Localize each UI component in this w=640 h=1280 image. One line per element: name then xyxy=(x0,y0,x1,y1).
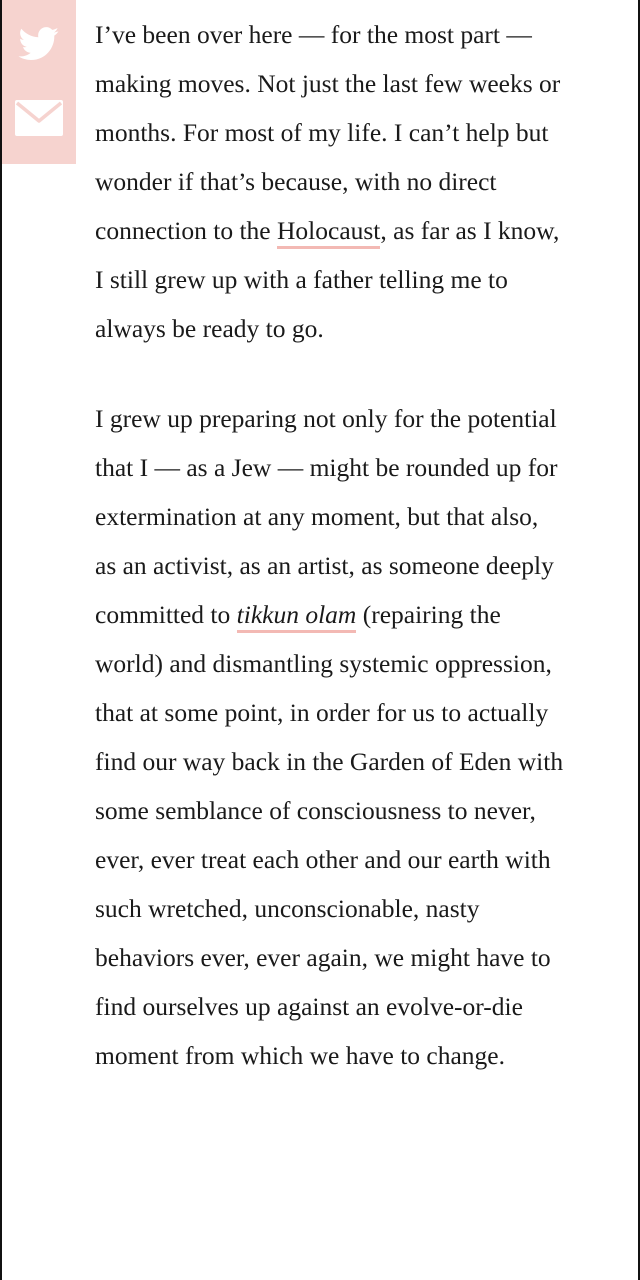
email-share-button[interactable] xyxy=(2,88,76,148)
paragraph-1-text-start: I’ve been over here — for the most part — making moves. Not just the last few weeks or months. For most of my life. I can’t help but wonder if that’s because, with no direct connection to the xyxy=(95,20,561,245)
paragraph-2 xyxy=(95,394,565,1080)
left-border xyxy=(0,0,2,1280)
tikkun-olam-link-text: tikkun olam xyxy=(236,600,357,629)
tikkun-olam-link[interactable] xyxy=(237,600,357,633)
twitter-share-button[interactable] xyxy=(2,14,76,74)
paragraph-2-text-end: (repairing the world) and dismantling systemic oppression, that at some point, in order for us to actually find our way back in the Garden of Eden with some semblance of consciousness to never, ever, ever treat each other and our earth with such wretched, unconscionable, nasty behaviors ever, ever again, we might have to find ourselves up against an evolve-or-die moment from which we have to change. xyxy=(95,600,564,1070)
twitter-icon xyxy=(18,27,60,61)
paragraph-1-text-end: , as far as I know, I still grew up with a father telling me to always be ready to go. xyxy=(95,216,560,343)
paragraph-1 xyxy=(95,10,565,353)
email-icon xyxy=(15,100,63,136)
share-sidebar xyxy=(2,0,76,164)
article-body xyxy=(95,10,565,1121)
holocaust-link[interactable]: Holocaust xyxy=(277,216,380,249)
paragraph-2-text-start: I grew up preparing not only for the potential that I — as a Jew — might be rounded up for extermination at any moment, but that also, as an activist, as an artist, as someone deeply committed to xyxy=(95,404,558,629)
